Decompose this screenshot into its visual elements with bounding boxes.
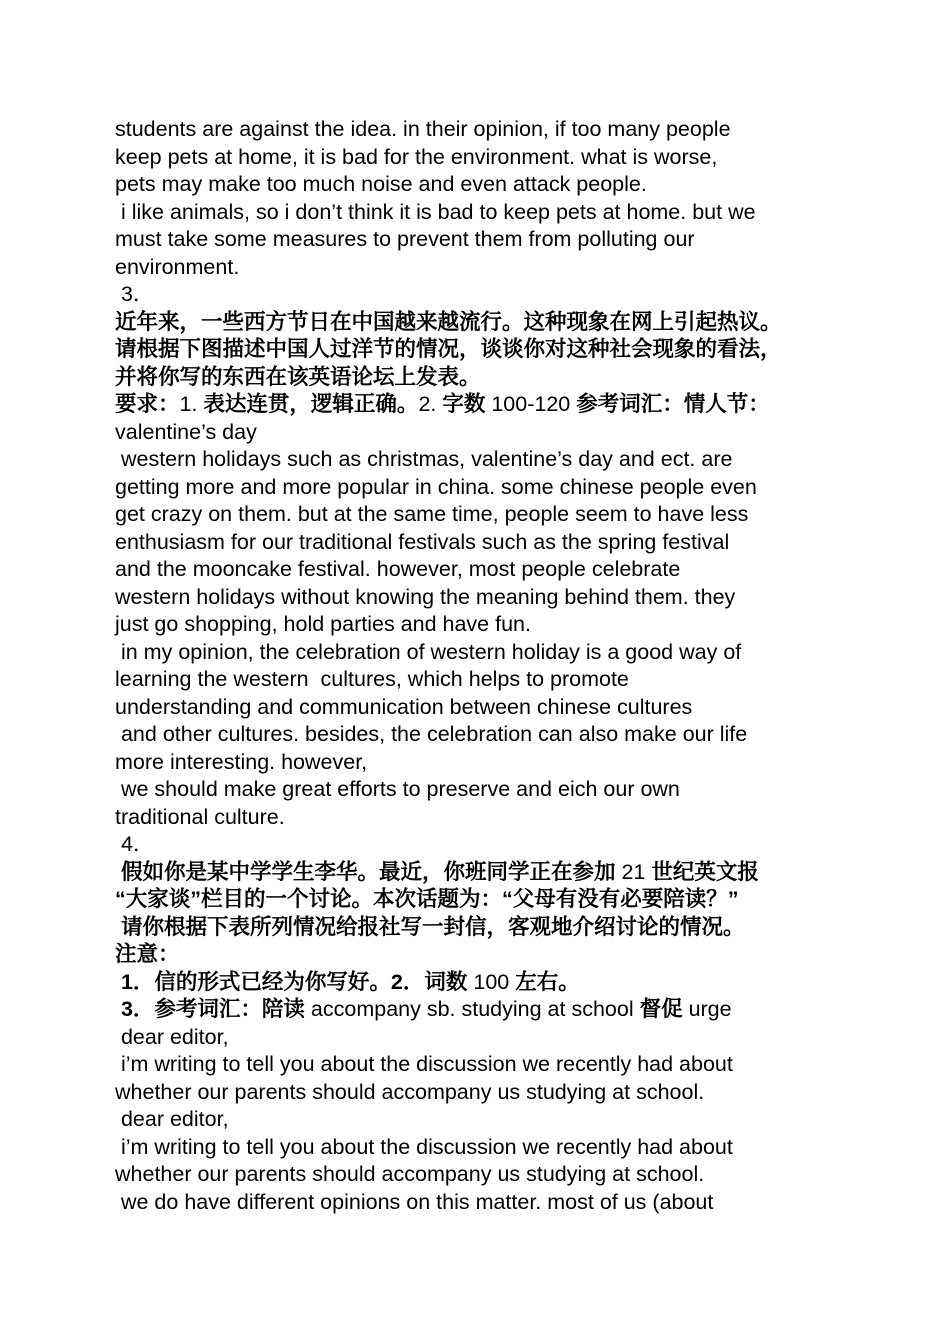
text-line: more interesting. however, — [115, 749, 368, 774]
intro-text-1: 假如你是某中学学生李华。最近，你班同学正在参加 — [115, 859, 616, 884]
text-line: pets may make too much noise and even attack people. — [115, 172, 647, 196]
text-line: i’m writing to tell you about the discussion we recently had about — [115, 1052, 733, 1076]
prompt-line: 并将你写的东西在该英语论坛上发表。 — [115, 364, 481, 389]
text-line: enthusiasm for our traditional festivals such as the spring festival — [115, 529, 730, 554]
note2-text-2: 督促 — [639, 997, 683, 1021]
req-text-1: 表达连贯，逻辑正确。 — [203, 392, 419, 416]
text-line: dear editor, — [115, 1024, 229, 1049]
note2-eng-1: accompany sb. studying at school — [304, 997, 640, 1021]
text-line: western holidays without knowing the meaning behind them. they — [115, 584, 736, 609]
req-label: 要求： — [115, 392, 180, 416]
note2-eng-2: urge — [682, 997, 732, 1021]
text-line: must take some measures to prevent them from polluting our — [115, 227, 695, 251]
note-line-2 — [115, 996, 875, 1024]
text-line: get crazy on them. but at the same time, people seem to have less — [115, 502, 749, 526]
text-line: i’m writing to tell you about the discussion we recently had about — [115, 1134, 733, 1159]
text-line: environment. — [115, 254, 240, 279]
note-line-1 — [115, 969, 875, 997]
text-line: just go shopping, hold parties and have fun. — [115, 612, 531, 636]
text-line: learning the western cultures, which helps to promote — [115, 667, 629, 691]
req-num-2: 2. — [418, 392, 443, 416]
prompt-line: 请根据下图描述中国人过洋节的情况，谈谈你对这种社会现象的看法， — [115, 337, 782, 361]
text-line: i like animals, so i don’t think it is bad to keep pets at home. but we — [115, 199, 756, 224]
prompt-line: 请你根据下表所列情况给报社写一封信，客观地介绍讨论的情况。 — [115, 914, 745, 939]
text-line: we do have different opinions on this matter. most of us (about — [115, 1189, 714, 1214]
note2-text-1: 3．参考词汇：陪读 — [115, 997, 305, 1021]
intro-line — [115, 859, 875, 887]
text-line: students are against the idea. in their opinion, if too many people — [115, 117, 731, 141]
requirements-line — [115, 391, 875, 419]
req-count: 100-120 — [485, 392, 577, 416]
req-text-2: 字数 — [442, 392, 486, 416]
intro-text-2: 世纪英文报 — [651, 859, 759, 884]
note1-num: 100 — [467, 969, 516, 994]
text-line: getting more and more popular in china. some chinese people even — [115, 474, 757, 499]
section-number: 3． — [115, 282, 155, 306]
note1-text-2: 左右。 — [515, 969, 580, 994]
req-vocab: 参考词汇：情人节： — [576, 392, 770, 416]
prompt-line: “大家谈”栏目的一个讨论。本次话题为：“父母有没有必要陪读？” — [115, 887, 739, 911]
prompt-line: 近年来，一些西方节日在中国越来越流行。这种现象在网上引起热议。 — [115, 309, 782, 334]
text-line: whether our parents should accompany us studying at school. — [115, 1079, 705, 1104]
text-line: whether our parents should accompany us studying at school. — [115, 1162, 705, 1186]
req-num-1: 1. — [179, 392, 204, 416]
text-line: western holidays such as christmas, valentine’s day and ect. are — [115, 447, 733, 471]
text-line: in my opinion, the celebration of western holiday is a good way of — [115, 639, 742, 664]
text-line: and other cultures. besides, the celebration can also make our life — [115, 722, 748, 746]
text-line: dear editor, — [115, 1107, 229, 1131]
text-line: and the mooncake festival. however, most people celebrate — [115, 557, 681, 581]
text-line: traditional culture. — [115, 804, 285, 829]
document-page — [115, 116, 875, 1216]
intro-num: 21 — [615, 859, 652, 884]
note-heading: 注意： — [115, 942, 180, 966]
text-line: valentine’s day — [115, 419, 257, 444]
note1-text-1: 1．信的形式已经为你写好。2．词数 — [115, 969, 468, 994]
text-line: understanding and communication between chinese cultures — [115, 694, 693, 719]
section-number: 4． — [115, 832, 155, 856]
text-line: keep pets at home, it is bad for the environment. what is worse, — [115, 144, 718, 169]
text-line: we should make great efforts to preserve and eich our own — [115, 777, 680, 801]
